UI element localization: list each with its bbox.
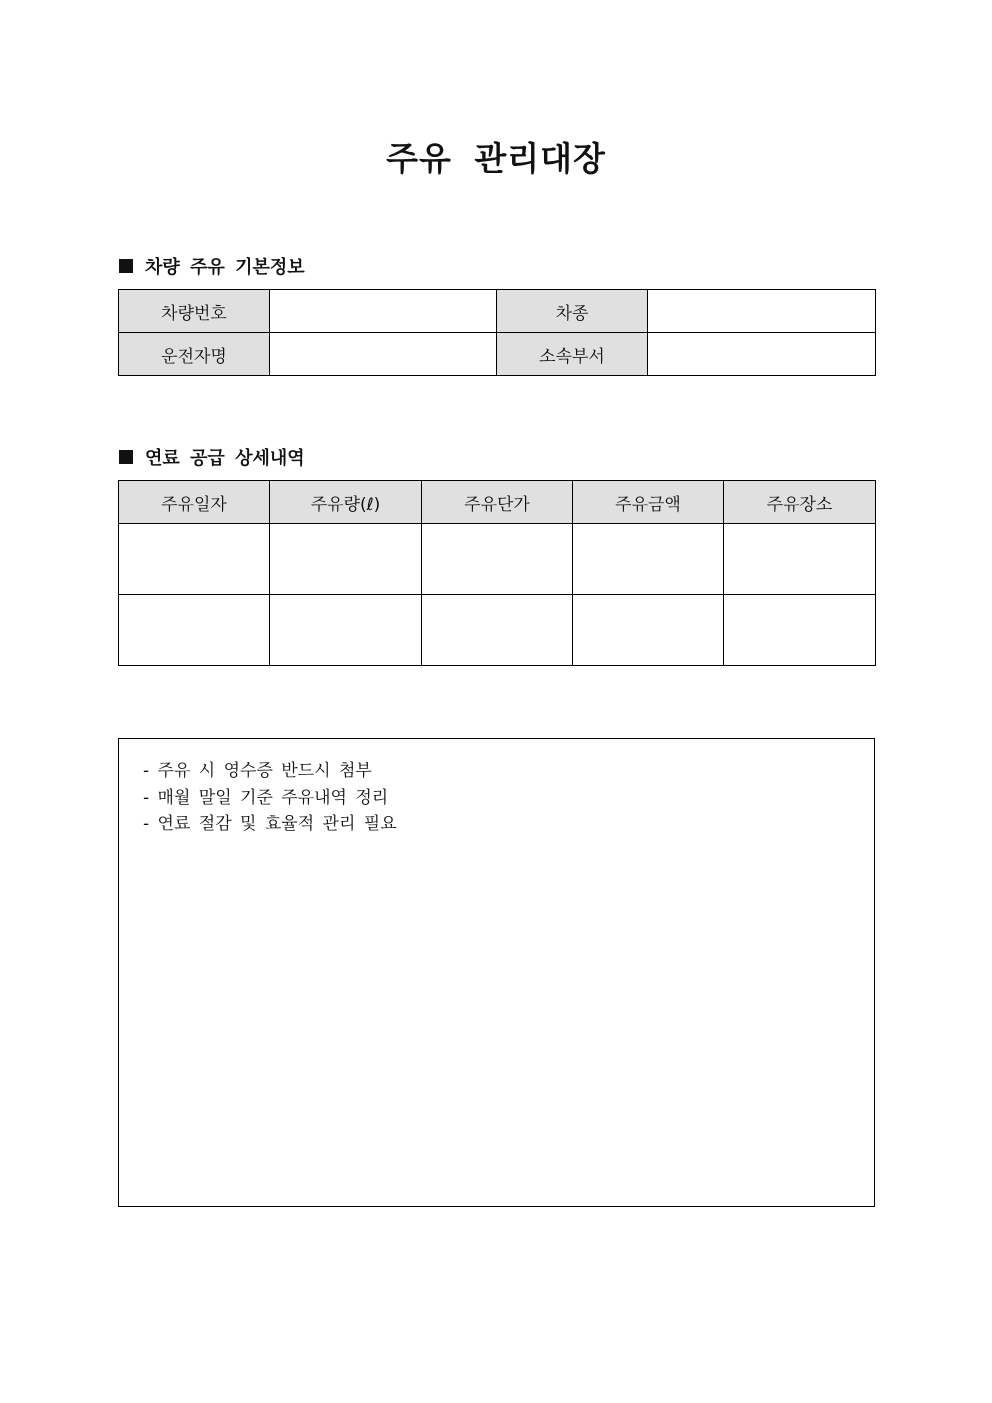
section-heading-supply-details: [119, 444, 305, 470]
column-header-unit-price: 주유단가: [422, 481, 573, 524]
column-header-location: 주유장소: [724, 481, 876, 524]
page-title: 주유 관리대장: [386, 139, 606, 178]
note-item: - 연료 절감 및 효율적 관리 필요: [143, 814, 397, 834]
column-header-total-cost: 주유금액: [573, 481, 724, 524]
table-cell[interactable]: [270, 595, 422, 666]
label-vehicle-type: 차종: [497, 290, 648, 333]
table-cell[interactable]: [119, 524, 270, 595]
table-row: [119, 595, 876, 666]
note-item: - 주유 시 영수증 반드시 첨부: [143, 761, 372, 781]
table-cell[interactable]: [422, 524, 573, 595]
label-vehicle-number: 차량번호: [119, 290, 270, 333]
table-cell[interactable]: [573, 524, 724, 595]
section-heading-label: 연료 공급 상세내역: [145, 448, 305, 469]
table-cell[interactable]: [724, 524, 876, 595]
label-driver-name: 운전자명: [119, 333, 270, 376]
square-bullet-icon: [119, 259, 133, 273]
section-heading-label: 차량 주유 기본정보: [145, 257, 305, 278]
basic-info-table: [118, 289, 876, 376]
table-cell[interactable]: [422, 595, 573, 666]
table-cell[interactable]: [573, 595, 724, 666]
column-header-date: 주유일자: [119, 481, 270, 524]
supply-details-table: [118, 480, 876, 666]
notes-box: [118, 738, 875, 1207]
vehicle-type-field[interactable]: [648, 290, 876, 333]
square-bullet-icon: [119, 450, 133, 464]
department-field[interactable]: [648, 333, 876, 376]
table-cell[interactable]: [724, 595, 876, 666]
driver-name-field[interactable]: [270, 333, 497, 376]
notes-list: [119, 739, 874, 838]
vehicle-number-field[interactable]: [270, 290, 497, 333]
section-heading-basic-info: [119, 253, 305, 279]
table-cell[interactable]: [270, 524, 422, 595]
note-item: - 매월 말일 기준 주유내역 정리: [143, 787, 389, 808]
table-row: [119, 524, 876, 595]
label-department: 소속부서: [497, 333, 648, 376]
table-row: [119, 290, 876, 333]
table-header-row: [119, 481, 876, 524]
table-row: [119, 333, 876, 376]
column-header-amount-liters: 주유량(ℓ): [270, 481, 422, 524]
table-cell[interactable]: [119, 595, 270, 666]
